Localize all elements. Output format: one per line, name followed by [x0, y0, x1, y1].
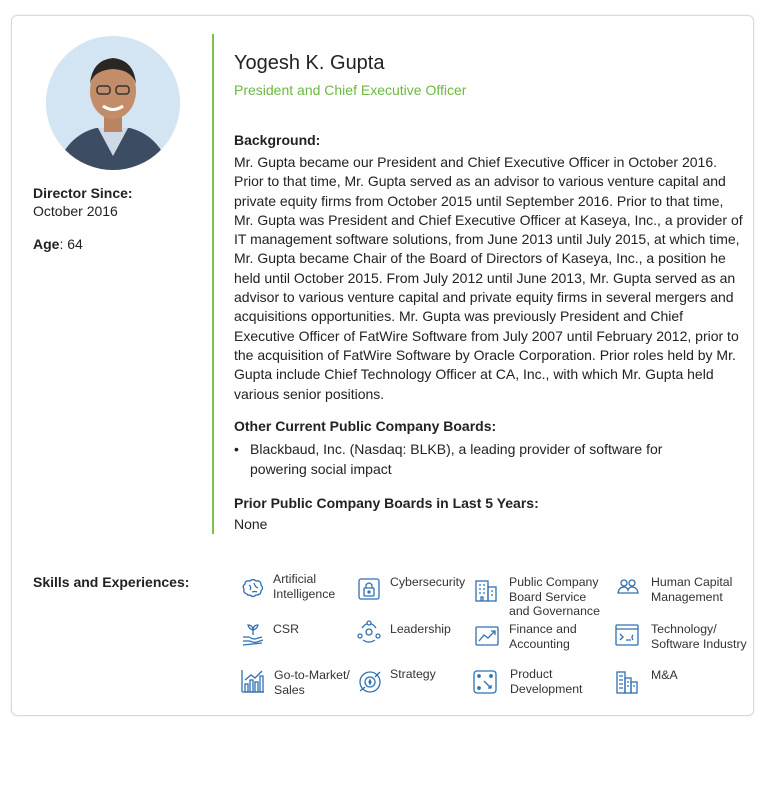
skill-label: Technology/ Software Industry — [651, 622, 747, 651]
leadership-icon — [356, 619, 382, 645]
director-since-label: Director Since: — [33, 185, 133, 201]
prior-boards-value: None — [234, 516, 268, 532]
background-heading: Background: — [234, 132, 321, 148]
prior-boards-heading: Prior Public Company Boards in Last 5 Years: — [234, 495, 539, 511]
finance-chart-icon — [474, 623, 500, 649]
bar-chart-icon — [240, 668, 266, 694]
bullet-dot: • — [234, 441, 239, 457]
other-boards-heading: Other Current Public Company Boards: — [234, 418, 497, 434]
age-row — [33, 236, 203, 252]
other-board-text: Blackbaud, Inc. (Nasdaq: BLKB), a leading provider of software for powering social impact — [250, 441, 663, 477]
skill-label: Artificial Intelligence — [273, 572, 336, 601]
buildings-merge-icon — [614, 669, 640, 695]
skill-label: M&A — [651, 668, 678, 682]
director-since-value: October 2016 — [33, 203, 118, 219]
terminal-icon — [614, 622, 640, 648]
director-name: Yogesh K. Gupta — [234, 52, 385, 74]
skill-label: Human Capital Management — [651, 575, 733, 604]
strategy-icon — [357, 669, 383, 695]
skills-heading: Skills and Experiences: — [33, 574, 190, 590]
lock-icon — [356, 576, 382, 602]
age-value: : 64 — [59, 236, 83, 252]
skill-label: Leadership — [390, 622, 451, 636]
skill-label: Go-to-Market/ Sales — [274, 668, 350, 697]
director-title: President and Chief Executive Officer — [234, 82, 467, 98]
skill-label: Strategy — [390, 667, 436, 681]
background-text: Mr. Gupta became our President and Chief Executive Officer in October 2016. Prior to that time, Mr. Gupta served as an advisor to various venture capital and private equity firms from October 2015 until September 2016. Prior to that time, Mr. Gupta was President and Chief Executive Officer at Kaseya, Inc., a provider of IT management software solutions, from June 2013 until July 2015, at which time, Mr. Gupta became Chair of the Board of Directors of Kaseya, Inc., a position he held until October 2015. From July 2012 until June 2013, Mr. Gupta served as an advisor to various venture capital and private equity firms in several mergers and acquisitions opportunities. Mr. Gupta was previously President and Chief Executive Officer of FatWire Software from July 2007 until February 2012, prior to the acquisition of FatWire Software by Oracle Corporation. Prior roles held by Mr. Gupta include Chief Technology Officer at CA, Inc., with which Mr. Gupta held various senior positions. — [234, 154, 743, 402]
skill-label: Product Development — [510, 667, 583, 696]
director-meta — [33, 185, 203, 252]
age-label: Age — [33, 236, 60, 252]
hand-plant-icon — [240, 621, 266, 647]
building-icon — [473, 577, 499, 603]
brain-icon — [240, 576, 266, 602]
people-icon — [615, 575, 641, 601]
director-photo — [46, 36, 180, 170]
skill-label: Cybersecurity — [390, 575, 466, 589]
skill-label: Public Company Board Service and Governance — [509, 575, 600, 618]
product-icon — [472, 669, 498, 695]
skill-label: Finance and Accounting — [509, 622, 577, 651]
accent-divider — [212, 34, 214, 534]
skill-label: CSR — [273, 622, 299, 636]
